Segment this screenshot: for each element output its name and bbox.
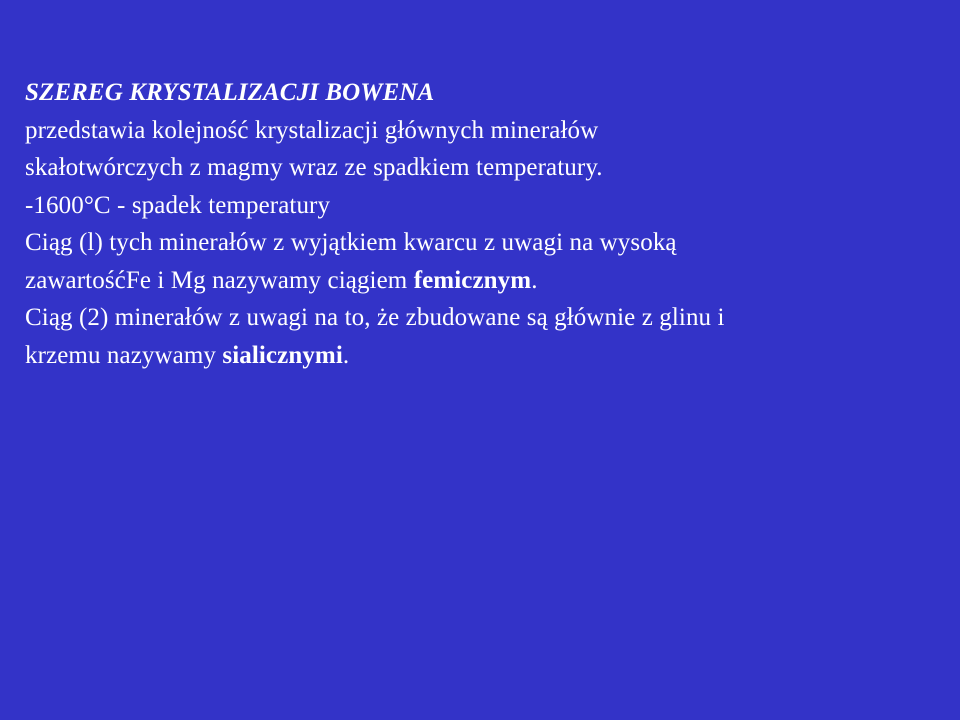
text-line-4: Ciąg (l) tych minerałów z wyjątkiem kwarcu z uwagi na wysoką	[25, 229, 677, 256]
text-line-1: przedstawia kolejność krystalizacji głównych minerałów	[25, 116, 599, 144]
text-line-2: skałotwórczych z magmy wraz ze spadkiem temperatury.	[25, 154, 603, 181]
slide-text-block	[25, 74, 945, 374]
text-line-7	[25, 337, 945, 375]
text-line-5-prefix: zawartośćFe i Mg nazywamy ciągiem	[25, 266, 414, 294]
term-sialicznymi: sialicznymi	[222, 341, 343, 369]
text-line-5	[25, 262, 945, 300]
text-line-6: Ciąg (2) minerałów z uwagi na to, że zbudowane są głównie z glinu i	[25, 304, 725, 331]
text-line-3: -1600°C - spadek temperatury	[25, 191, 331, 219]
text-line-7-suffix: .	[342, 341, 350, 369]
text-line-7-prefix: krzemu nazywamy	[25, 341, 223, 369]
text-line-5-suffix: .	[531, 266, 538, 294]
term-femicznym: femicznym	[413, 266, 532, 294]
slide-title: SZEREG KRYSTALIZACJI BOWENA	[25, 79, 435, 106]
